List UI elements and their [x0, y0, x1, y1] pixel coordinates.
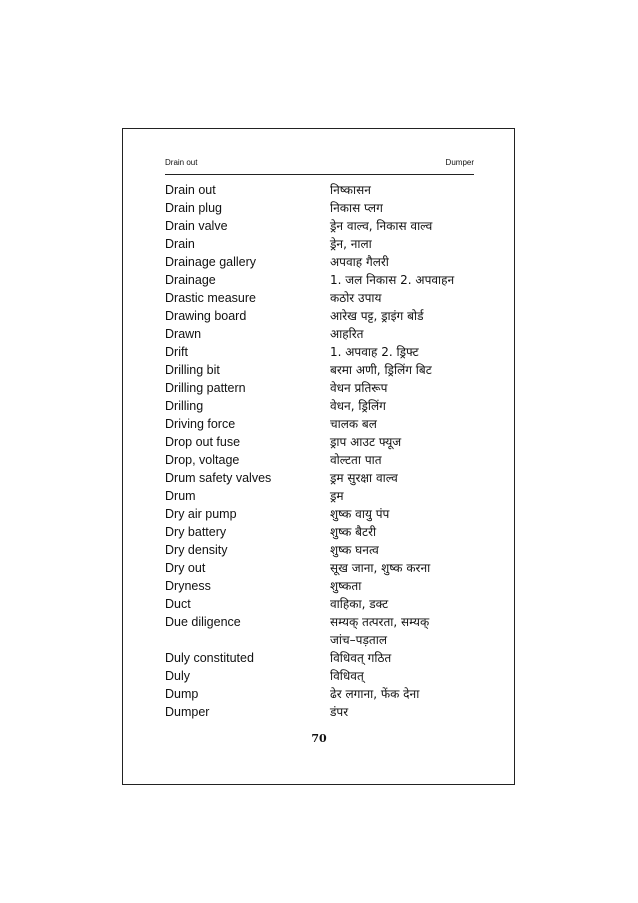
entry-translation	[330, 685, 475, 703]
entry-translation	[330, 271, 475, 289]
entry-term: Drilling pattern	[165, 381, 246, 395]
translation-line: ड्रम	[330, 489, 344, 503]
translation-line: ड्रेन, नाला	[330, 237, 372, 251]
glossary-entry	[165, 577, 475, 595]
entry-translation	[330, 559, 475, 577]
translation-line: 1. अपवाह 2. ड्रिफ्ट	[330, 345, 419, 359]
translation-line: ड्रेन वाल्व, निकास वाल्व	[330, 219, 433, 233]
entry-term: Dump	[165, 687, 199, 701]
glossary-entry	[165, 217, 475, 235]
glossary-entry	[165, 595, 475, 613]
glossary-entry	[165, 181, 475, 199]
translation-line: शुष्क घनत्व	[330, 543, 379, 557]
entry-translation	[330, 649, 475, 667]
entry-term: Dry air pump	[165, 507, 237, 521]
glossary-entry	[165, 199, 475, 217]
glossary-entry	[165, 667, 475, 685]
glossary-entry	[165, 235, 475, 253]
glossary-entry	[165, 487, 475, 505]
entry-translation	[330, 415, 475, 433]
translation-line: ड्राप आउट फ्यूज	[330, 435, 402, 449]
translation-line: विधिवत्	[330, 669, 364, 683]
entry-term: Dry battery	[165, 525, 227, 539]
glossary-entry	[165, 253, 475, 271]
entry-translation	[330, 505, 475, 523]
entry-term: Dumper	[165, 705, 210, 719]
translation-line: ढेर लगाना, फेंक देना	[330, 687, 420, 701]
glossary-entry	[165, 685, 475, 703]
entry-term: Drilling	[165, 399, 204, 413]
entry-translation	[330, 253, 475, 271]
glossary-entry	[165, 613, 475, 649]
translation-line: बरमा अणी, ड्रिलिंग बिट	[330, 363, 432, 377]
translation-line: 1. जल निकास 2. अपवाहन	[330, 273, 455, 287]
glossary-entry	[165, 343, 475, 361]
glossary-list	[165, 181, 475, 721]
glossary-entry	[165, 469, 475, 487]
entry-translation	[330, 343, 475, 361]
entry-term: Drain	[165, 237, 195, 251]
entry-term: Dry density	[165, 543, 228, 557]
glossary-entry	[165, 433, 475, 451]
entry-term: Drum safety valves	[165, 471, 272, 485]
entry-translation	[330, 577, 475, 595]
entry-translation	[330, 451, 475, 469]
entry-translation	[330, 595, 475, 613]
running-head	[165, 158, 474, 172]
entry-translation	[330, 397, 475, 415]
entry-term: Drilling bit	[165, 363, 220, 377]
translation-line: वाहिका, डक्ट	[330, 597, 389, 611]
running-head-left: Drain out	[165, 158, 198, 167]
translation-line: आरेख पट्ट, ड्राइंग बोर्ड	[330, 309, 424, 323]
entry-term: Driving force	[165, 417, 236, 431]
header-rule	[165, 174, 474, 175]
entry-term: Drawn	[165, 327, 202, 341]
glossary-entry	[165, 271, 475, 289]
entry-translation	[330, 307, 475, 325]
entry-term: Dry out	[165, 561, 206, 575]
glossary-entry	[165, 523, 475, 541]
page-number: 70	[311, 732, 327, 745]
glossary-entry	[165, 325, 475, 343]
glossary-entry	[165, 703, 475, 721]
translation-line: सम्यक् तत्परता, सम्यक्	[330, 615, 430, 629]
translation-line: आहरित	[330, 327, 364, 341]
entry-translation	[330, 199, 475, 217]
translation-line: डंपर	[330, 705, 349, 719]
translation-line: शुष्क वायु पंप	[330, 507, 390, 521]
entry-term: Drain out	[165, 183, 216, 197]
entry-term: Drop, voltage	[165, 453, 240, 467]
entry-translation	[330, 487, 475, 505]
entry-term: Dryness	[165, 579, 211, 593]
translation-line: ड्रम सुरक्षा वाल्व	[330, 471, 398, 485]
translation-line: शुष्कता	[330, 579, 362, 593]
entry-translation	[330, 469, 475, 487]
entry-term: Duct	[165, 597, 191, 611]
entry-translation	[330, 217, 475, 235]
entry-term: Drain valve	[165, 219, 228, 233]
glossary-entry	[165, 559, 475, 577]
translation-line: निकास प्लग	[330, 201, 383, 215]
entry-term: Drop out fuse	[165, 435, 241, 449]
translation-line: विधिवत् गठित	[330, 651, 392, 665]
entry-translation	[330, 613, 475, 649]
glossary-entry	[165, 289, 475, 307]
glossary-entry	[165, 307, 475, 325]
entry-translation	[330, 361, 475, 379]
glossary-entry	[165, 415, 475, 433]
translation-line: सूख जाना, शुष्क करना	[330, 561, 431, 575]
entry-translation	[330, 433, 475, 451]
glossary-entry	[165, 541, 475, 559]
entry-term: Drum	[165, 489, 196, 503]
glossary-entry	[165, 649, 475, 667]
entry-term: Drastic measure	[165, 291, 256, 305]
entry-term: Drift	[165, 345, 188, 359]
translation-line: जांच–पड़ताल	[330, 633, 387, 647]
glossary-entry	[165, 451, 475, 469]
translation-line: चालक बल	[330, 417, 377, 431]
entry-translation	[330, 325, 475, 343]
entry-translation	[330, 703, 475, 721]
entry-term: Due diligence	[165, 615, 241, 629]
entry-term: Duly constituted	[165, 651, 254, 665]
translation-line: वेधन, ड्रिलिंग	[330, 399, 386, 413]
entry-term: Drain plug	[165, 201, 222, 215]
entry-term: Drainage gallery	[165, 255, 257, 269]
running-head-right: Dumper	[445, 158, 474, 167]
entry-translation	[330, 667, 475, 685]
translation-line: कठोर उपाय	[330, 291, 382, 305]
translation-line: शुष्क बैटरी	[330, 525, 377, 539]
entry-translation	[330, 289, 475, 307]
translation-line: निष्कासन	[330, 183, 371, 197]
entry-translation	[330, 523, 475, 541]
entry-term: Drawing board	[165, 309, 247, 323]
entry-translation	[330, 379, 475, 397]
translation-line: वेधन प्रतिरूप	[330, 381, 388, 395]
glossary-entry	[165, 361, 475, 379]
translation-line: अपवाह गैलरी	[330, 255, 389, 269]
glossary-entry	[165, 505, 475, 523]
translation-line: वोल्टता पात	[330, 453, 382, 467]
glossary-entry	[165, 379, 475, 397]
entry-term: Drainage	[165, 273, 216, 287]
entry-translation	[330, 541, 475, 559]
entry-translation	[330, 235, 475, 253]
glossary-entry	[165, 397, 475, 415]
entry-translation	[330, 181, 475, 199]
entry-term: Duly	[165, 669, 191, 683]
